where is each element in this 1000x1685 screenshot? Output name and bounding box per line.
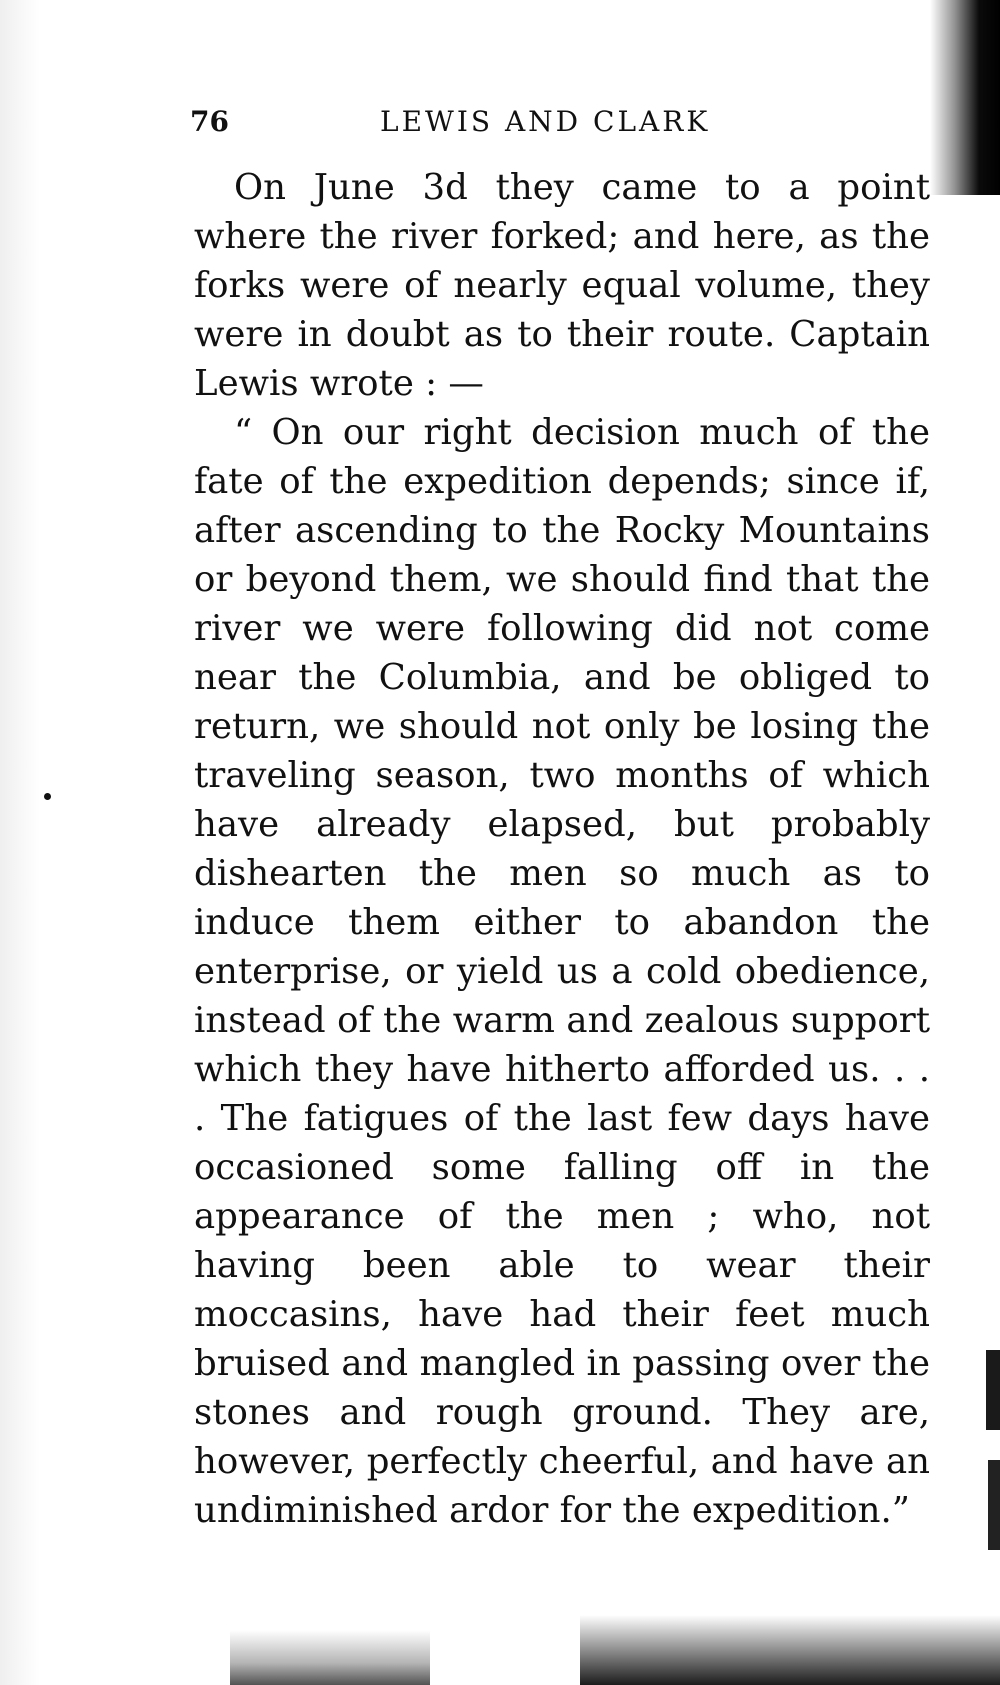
body-text <box>194 163 930 1535</box>
scan-mark-right-lower <box>988 1460 1000 1550</box>
quoted-paragraph: “ On our right decision much of the fate of the expedition depends; since if, after ascending to the Rocky Mountains or beyond them, we should find that the river we were following did not come near the Columbia, and be obliged to return, we should not only be losing the traveling season, two months of which have already elapsed, but probably dishearten the men so much as to induce them either to abandon the enterprise, or yield us a cold obedience, instead of the warm and zealous support which they have hitherto afforded us. . . . The fatigues of the last few days have occasioned some falling off in the appearance of the men ; who, not having been able to wear their moccasins, have had their feet much bruised and mangled in passing over the stones and rough ground. They are, however, perfectly cheerful, and have an undiminished ardor for the expedition.” <box>194 412 930 1531</box>
scan-shadow-bottom-right <box>580 1615 1000 1685</box>
page-number: 76 <box>190 105 229 138</box>
ink-speck <box>44 793 51 800</box>
running-title: LEWIS AND CLARK <box>380 105 711 138</box>
paragraph: On June 3d they came to a point where the river forked; and here, as the forks were of nearly equal volume, they were in doubt as to their route. Captain Lewis wrote : — <box>194 167 930 404</box>
scan-shadow-left <box>0 0 40 1685</box>
scan-shadow-bottom-left <box>230 1630 430 1685</box>
scan-shadow-top-right <box>930 0 1000 195</box>
scan-mark-right <box>986 1350 1000 1430</box>
running-header <box>190 105 930 145</box>
